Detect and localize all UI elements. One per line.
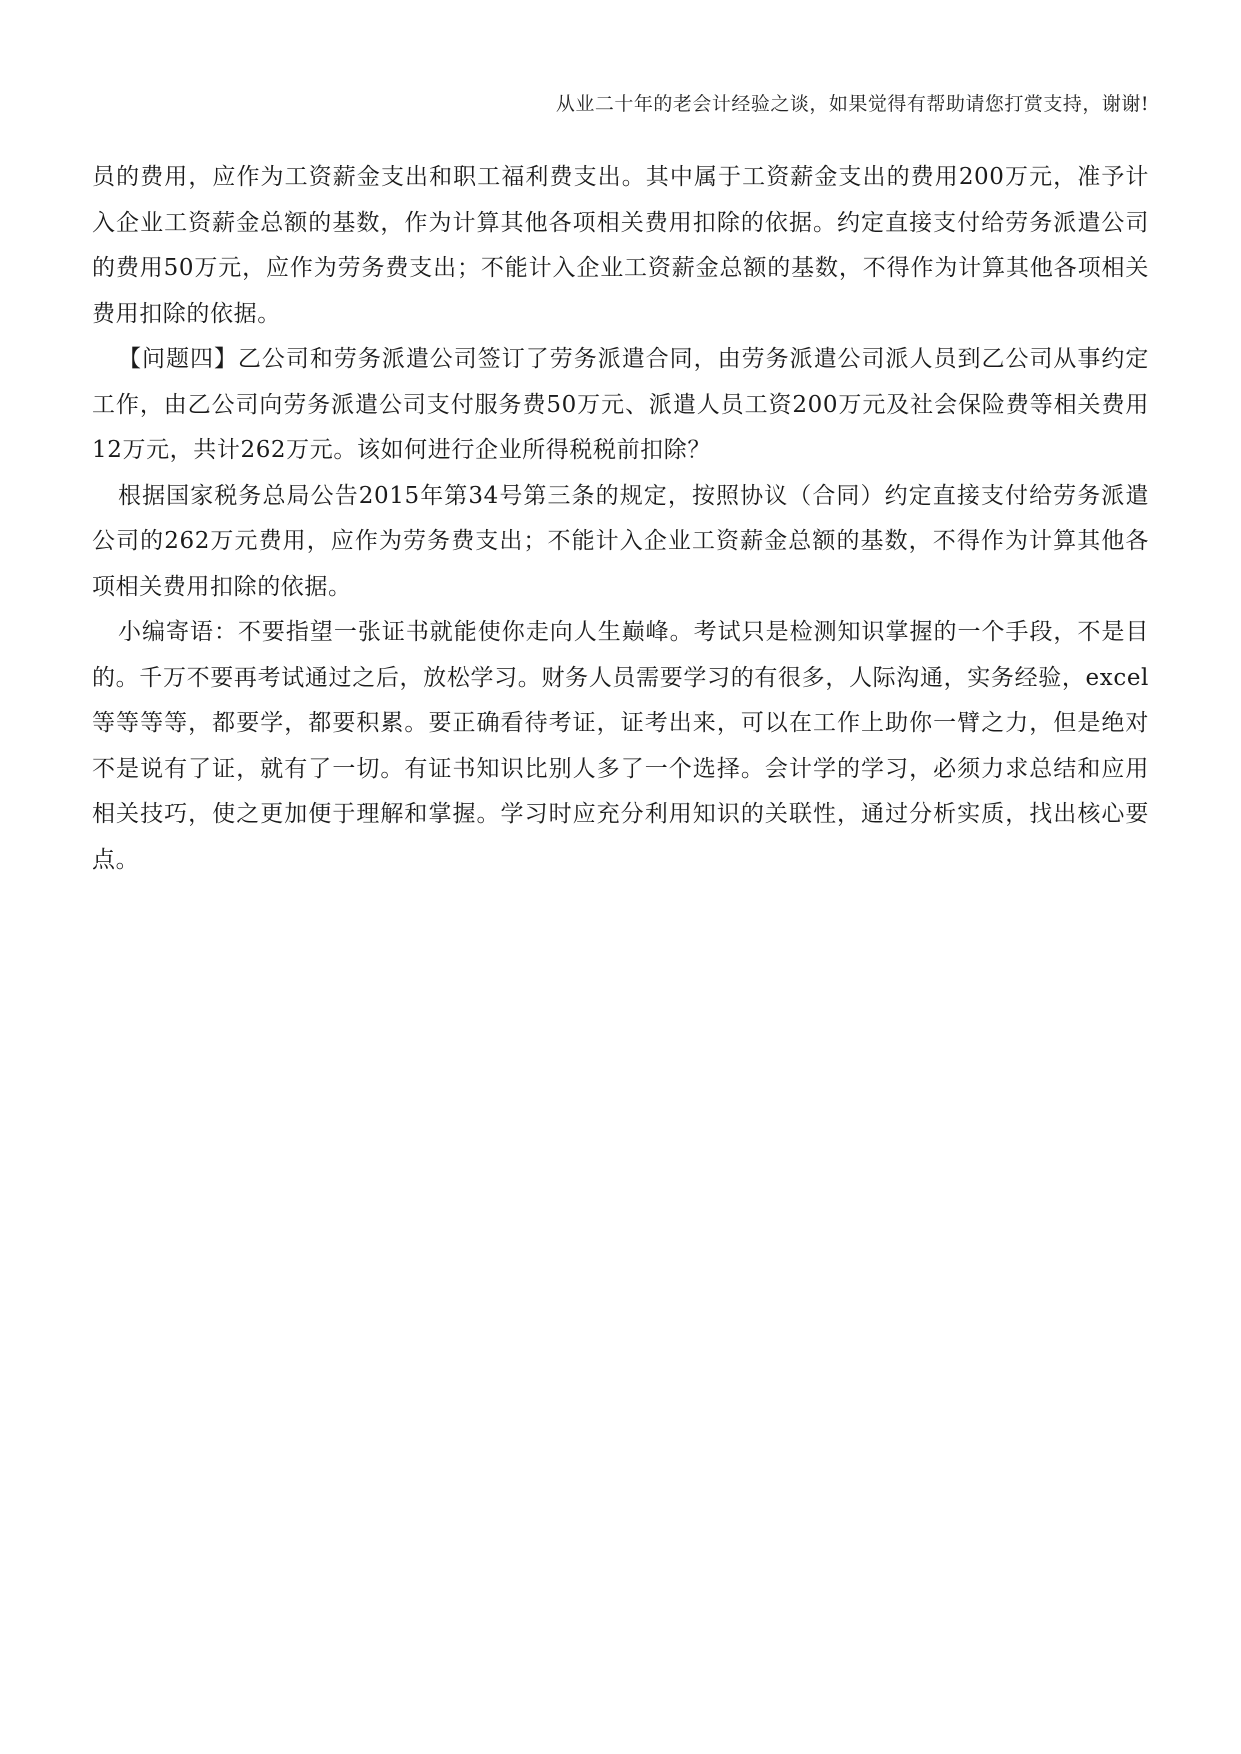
paragraph-question-four: 【问题四】乙公司和劳务派遣公司签订了劳务派遣合同，由劳务派遣公司派人员到乙公司从事约定工作，由乙公司向劳务派遣公司支付服务费50万元、派遣人员工资200万元及社会保险费等相关费用12万元，共计262万元。该如何进行企业所得税税前扣除？ bbox=[92, 346, 1149, 463]
header-note: 从业二十年的老会计经验之谈，如果觉得有帮助请您打赏支持，谢谢! bbox=[555, 93, 1149, 115]
paragraph-answer: 根据国家税务总局公告2015年第34号第三条的规定，按照协议（合同）约定直接支付给劳务派遣公司的262万元费用，应作为劳务费支出；不能计入企业工资薪金总额的基数，不得作为计算其他各项相关费用扣除的依据。 bbox=[92, 482, 1149, 600]
paragraph-continuation: 员的费用，应作为工资薪金支出和职工福利费支出。其中属于工资薪金支出的费用200万元，准予计入企业工资薪金总额的基数，作为计算其他各项相关费用扣除的依据。约定直接支付给劳务派遣公司的费用50万元，应作为劳务费支出；不能计入企业工资薪金总额的基数，不得作为计算其他各项相关费用扣除的依据。 bbox=[92, 164, 1149, 327]
document-body bbox=[92, 155, 1149, 883]
paragraph-editor-note: 小编寄语：不要指望一张证书就能使你走向人生巅峰。考试只是检测知识掌握的一个手段，不是目的。千万不要再考试通过之后，放松学习。财务人员需要学习的有很多，人际沟通，实务经验，excel等等等等，都要学，都要积累。要正确看待考证，证考出来，可以在工作上助你一臂之力，但是绝对不是说有了证，就有了一切。有证书知识比别人多了一个选择。会计学的学习，必须力求总结和应用相关技巧，使之更加便于理解和掌握。学习时应充分利用知识的关联性，通过分析实质，找出核心要点。 bbox=[92, 619, 1149, 873]
